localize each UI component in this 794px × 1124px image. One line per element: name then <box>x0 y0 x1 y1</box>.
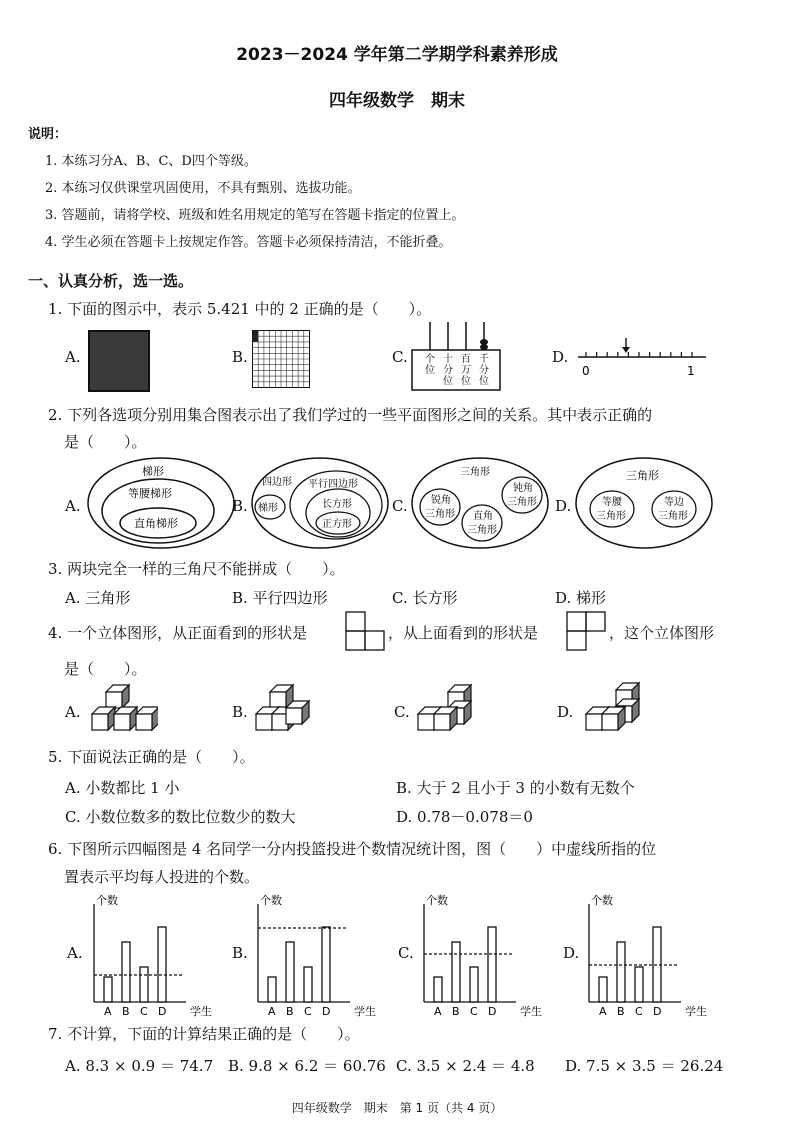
question-2-stem: 2. 下列各选项分别用集合图表示出了我们学过的一些平面图形之间的关系。其中表示正确的 <box>48 406 653 424</box>
cube-face <box>602 714 618 730</box>
page-footer: 四年级数学 期末 第 1 页（共 4 页） <box>291 1101 503 1115</box>
option-label: B. <box>232 703 248 721</box>
cube-figure-a <box>86 680 158 740</box>
abacus-label: 位 <box>461 376 471 387</box>
option: B. 9.8 × 6.2 ＝ 60.76 <box>228 1057 386 1075</box>
fully-shaded-square <box>88 330 150 392</box>
bar <box>599 977 607 1002</box>
question-7-stem: 7. 不计算，下面的计算结果正确的是（ ）。 <box>48 1025 360 1043</box>
bar-chart-d <box>581 890 711 1018</box>
option: D. 0.78－0.078＝0 <box>396 808 533 826</box>
option: A. 小数都比 1 小 <box>65 779 180 797</box>
venn-label: 平行四边形 <box>308 479 358 490</box>
option: A. 8.3 × 0.9 ＝ 74.7 <box>65 1057 214 1075</box>
option-label: D. <box>563 944 580 962</box>
abacus-figure <box>408 320 504 392</box>
option-label: B. <box>232 944 248 962</box>
x-axis-label: 学生 <box>354 1005 376 1018</box>
section-title: 一、认真分析，选一选。 <box>28 272 194 290</box>
venn-label: 等腰梯形 <box>128 487 172 500</box>
question-4-stem-end: ，这个立体图形 <box>609 624 715 642</box>
bar <box>140 967 148 1002</box>
venn-label: 锐角 <box>431 495 451 506</box>
question-6-stem-line2: 置表示平均每人投进的个数。 <box>64 868 260 886</box>
question-4-stem-mid: ，从上面看到的形状是 <box>388 624 539 642</box>
number-line-figure <box>570 335 710 379</box>
cube-face <box>270 692 286 708</box>
y-axis-label: 个数 <box>96 894 118 907</box>
option: A. 三角形 <box>65 589 131 607</box>
option-label: B. <box>232 497 248 515</box>
option-label: B. <box>232 348 248 366</box>
y-axis-label: 个数 <box>426 894 448 907</box>
abacus-label: 千 <box>479 354 489 365</box>
option-label: C. <box>394 703 410 721</box>
abacus-label: 十 <box>443 354 453 365</box>
bar <box>617 942 625 1002</box>
x-tick-label: B <box>452 1005 460 1018</box>
venn-label: 钝角 <box>513 483 533 494</box>
question-3-stem: 3. 两块完全一样的三角尺不能拼成（ ）。 <box>48 560 345 578</box>
venn-label: 等腰 <box>602 497 622 508</box>
venn-label: 四边形 <box>262 477 292 488</box>
abacus-label: 分 <box>443 365 453 376</box>
front-view-figure <box>345 611 385 651</box>
option-label: A. <box>67 944 83 962</box>
bar <box>470 967 478 1002</box>
x-axis-label: 学生 <box>520 1005 542 1018</box>
option-label: C. <box>392 497 408 515</box>
option-label: C. <box>392 348 408 366</box>
option-label: A. <box>65 703 81 721</box>
x-tick-label: A <box>268 1005 276 1018</box>
question-6-stem: 6. 下图所示四幅图是 4 名同学一分内投篮投进个数情况统计图，图（ ）中虚线所指的位 <box>48 840 657 858</box>
instruction-item: 3. 答题前，请将学校、班级和姓名用规定的笔写在答题卡指定的位置上。 <box>45 208 465 223</box>
venn-label: 正方形 <box>322 519 352 530</box>
bar <box>286 942 294 1002</box>
cube-face <box>434 714 450 730</box>
number-line-zero: 0 <box>582 364 590 378</box>
bar <box>434 977 442 1002</box>
venn-label: 三角形 <box>507 497 537 508</box>
x-tick-label: A <box>104 1005 112 1018</box>
number-line-one: 1 <box>687 364 695 378</box>
abacus-label: 位 <box>425 365 435 376</box>
x-tick-label: D <box>322 1005 331 1018</box>
bar <box>488 927 496 1002</box>
cube-face <box>136 714 152 730</box>
option-label: A. <box>65 348 81 366</box>
x-tick-label: B <box>122 1005 130 1018</box>
bar <box>104 977 112 1002</box>
bar-chart-c <box>416 890 546 1018</box>
venn-label: 三角形 <box>596 511 626 522</box>
bar-chart-a <box>86 890 216 1018</box>
option: D. 梯形 <box>555 589 607 607</box>
cube-face <box>92 714 108 730</box>
instruction-item: 1. 本练习分A、B、C、D四个等级。 <box>45 154 257 169</box>
x-tick-label: B <box>617 1005 625 1018</box>
cube-face <box>286 708 302 724</box>
abacus-label: 位 <box>479 376 489 387</box>
x-tick-label: D <box>653 1005 662 1018</box>
venn-quadrilateral <box>250 455 390 551</box>
bar <box>452 942 460 1002</box>
venn-label: 三角形 <box>460 467 490 478</box>
instructions-heading: 说明： <box>28 127 68 142</box>
question-1-stem: 1. 下面的图示中，表示 5.421 中的 2 正确的是（ ）。 <box>48 300 432 318</box>
venn-label: 三角形 <box>658 511 688 522</box>
bar <box>268 977 276 1002</box>
venn-label: 三角形 <box>467 525 497 536</box>
cube-face <box>106 692 122 708</box>
option: D. 7.5 × 3.5 ＝ 26.24 <box>565 1057 724 1075</box>
option-label: A. <box>65 497 81 515</box>
option: C. 长方形 <box>392 589 458 607</box>
bar <box>635 967 643 1002</box>
hundred-grid-figure <box>252 330 310 388</box>
option-label: C. <box>398 944 414 962</box>
instruction-item: 2. 本练习仅供课堂巩固使用，不具有甄别、选拔功能。 <box>45 181 361 196</box>
bar <box>122 942 130 1002</box>
cube-face <box>586 714 602 730</box>
x-tick-label: D <box>488 1005 497 1018</box>
x-tick-label: A <box>599 1005 607 1018</box>
top-view-figure <box>566 611 606 651</box>
x-tick-label: D <box>158 1005 167 1018</box>
option: C. 小数位数多的数比位数少的数大 <box>65 808 296 826</box>
abacus-label: 位 <box>443 376 453 387</box>
abacus-label: 百 <box>461 354 471 365</box>
question-4-stem-line2: 是（ ）。 <box>64 660 147 678</box>
cube-figure-b <box>250 680 322 740</box>
option: B. 大于 2 且小于 3 的小数有无数个 <box>396 779 635 797</box>
venn-label: 梯形 <box>142 465 164 478</box>
cube-figure-d <box>576 680 648 740</box>
option-label: D. <box>555 497 572 515</box>
venn-label: 直角 <box>473 511 493 522</box>
question-2-stem-line2: 是（ ）。 <box>64 433 147 451</box>
cube-figure-c <box>412 680 484 740</box>
venn-triangle-sides <box>574 455 714 551</box>
x-tick-label: C <box>140 1005 148 1018</box>
venn-label: 三角形 <box>626 469 659 482</box>
page-subtitle: 四年级数学 期末 <box>329 91 465 111</box>
option-label: D. <box>552 348 569 366</box>
venn-triangle-angles <box>410 455 550 551</box>
x-tick-label: C <box>470 1005 478 1018</box>
venn-label: 长方形 <box>322 499 352 510</box>
cube-face <box>114 714 130 730</box>
x-axis-label: 学生 <box>190 1005 212 1018</box>
y-axis-label: 个数 <box>591 894 613 907</box>
x-axis-label: 学生 <box>685 1005 707 1018</box>
venn-label: 梯形 <box>258 503 278 514</box>
question-5-stem: 5. 下面说法正确的是（ ）。 <box>48 748 255 766</box>
venn-label: 三角形 <box>425 509 455 520</box>
venn-trapezoid <box>86 455 236 551</box>
bar <box>304 967 312 1002</box>
x-tick-label: A <box>434 1005 442 1018</box>
venn-label: 直角梯形 <box>134 517 178 530</box>
question-4-stem: 4. 一个立体图形，从正面看到的形状是 <box>48 624 308 642</box>
cube-face <box>418 714 434 730</box>
bar-chart-b <box>250 890 380 1018</box>
abacus-label: 万 <box>461 365 471 376</box>
x-tick-label: C <box>635 1005 643 1018</box>
instruction-item: 4. 学生必须在答题卡上按规定作答。答题卡必须保持清洁，不能折叠。 <box>45 235 452 250</box>
y-axis-label: 个数 <box>260 894 282 907</box>
bar <box>322 927 330 1002</box>
option-label: D. <box>557 703 574 721</box>
bar <box>158 927 166 1002</box>
venn-label: 等边 <box>664 497 684 508</box>
abacus-label: 分 <box>479 365 489 376</box>
x-tick-label: C <box>304 1005 312 1018</box>
x-tick-label: B <box>286 1005 294 1018</box>
cube-face <box>256 714 272 730</box>
page-title: 2023－2024 学年第二学期学科素养形成 <box>236 45 558 65</box>
abacus-label: 个 <box>425 354 435 365</box>
option: B. 平行四边形 <box>232 589 328 607</box>
option: C. 3.5 × 2.4 ＝ 4.8 <box>396 1057 535 1075</box>
